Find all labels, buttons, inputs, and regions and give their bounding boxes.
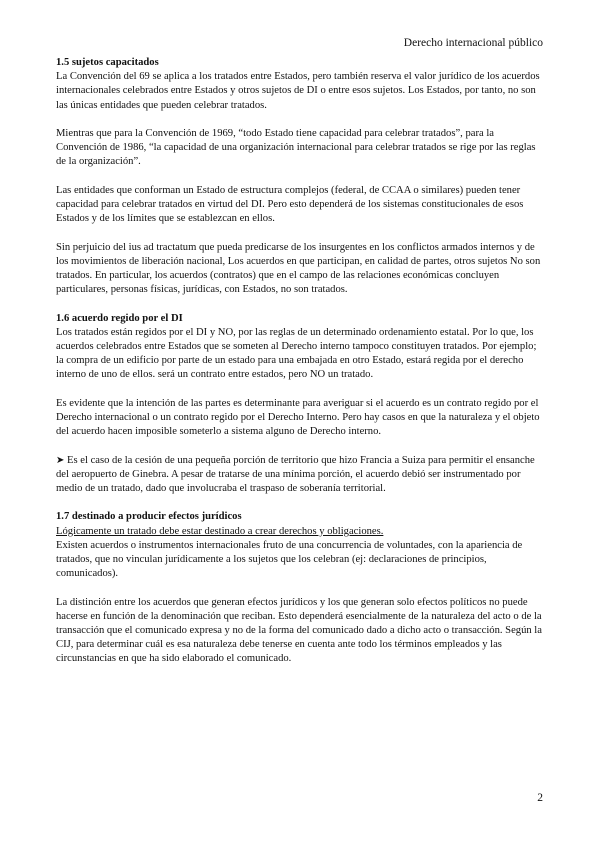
paragraph: La Convención del 69 se aplica a los tratados entre Estados, pero también reserva el valor jurídico de los acuerdos internacionales celebrados entre Estados y otros sujetos de DI o entre esos sujetos. Los Estados, por tanto, no son las únicas entidades que pueden celebrar tratados. xyxy=(56,71,540,111)
page-number: 2 xyxy=(537,792,543,804)
paragraph: Las entidades que conforman un Estado de estructura complejos (federal, de CCAA o similares) pueden tener capacidad para celebrar tratados en virtud del DI. Pero esto dependerá de los sistemas constitucionales de esos Estados y de los límites que se establezcan en ellos. xyxy=(56,184,524,225)
section-heading-1-6: 1.6 acuerdo regido por el DI xyxy=(56,312,183,324)
bullet-paragraph xyxy=(56,454,542,497)
paragraph: Mientras que para la Convención de 1969, “todo Estado tiene capacidad para celebrar tratados”, para la Convención de 1986, “la capacidad de una organización internacional para celebrar tratados se rige por las reglas de la organización”. xyxy=(56,128,536,168)
bullet-text: Es el caso de la cesión de una pequeña porción de territorio que hizo Francia a Suiza para permitir el ensanche del aeropuerto de Ginebra. A pesar de tratarse de una mínima porción, el acuerdo debió ser instrumentado por medio de un tratado, dado que involucraba el traspaso de soberanía territorial. xyxy=(56,454,535,494)
section-heading-1-7: 1.7 destinado a producir efectos jurídicos xyxy=(56,511,242,523)
section-heading-1-5: 1.5 sujetos capacitados xyxy=(56,57,159,68)
paragraph: La distinción entre los acuerdos que generan efectos jurídicos y los que generan solo efectos políticos no puede hacerse en función de la denominación que reciban. Esto dependerá esencialmente de la naturaleza del acto o de la transacción que el comunicado expresa y no de la forma del comunicado dado a dicho acto o transacción. Según la CIJ, para determinar cuál es esa naturaleza debe tenerse en cuenta ante todo los términos empleados y las circunstancias en que ha sido elaborado el comunicado. xyxy=(56,596,542,665)
underlined-sentence: Lógicamente un tratado debe estar destinado a crear derechos y obligaciones. xyxy=(56,525,384,537)
page-content xyxy=(56,56,542,667)
arrow-bullet-icon: ➤ xyxy=(56,454,65,466)
paragraph: Existen acuerdos o instrumentos internacionales fruto de una concurrencia de voluntades, con la apariencia de tratados, que no vinculan jurídicamente a los sujetos que los celebran (ej: declaraciones de principios, comunicados). xyxy=(56,539,523,580)
paragraph: Los tratados están regidos por el DI y NO, por las reglas de un determinado ordenamiento estatal. Por lo que, los acuerdos celebrados entre Estados que se someten al Derecho interno tampoco constituyen tratados. Por ejemplo; la compra de un edificio por parte de un estado para una embajada en otro Estado, estará regida por el derecho interno de uno de ellos. será un contrato entre estados, pero NO un tratado. xyxy=(56,326,537,381)
paragraph: Sin perjuicio del ius ad tractatum que pueda predicarse de los insurgentes en los conflictos armados internos y de los movimientos de liberación nacional, Los acuerdos en que participan, en calidad de partes, otros sujetos No son tratados. En particular, los acuerdos (contratos) que en el campo de las relaciones económicas concluyen particulares, personas físicas, jurídicas, con Estados, no son tratados. xyxy=(56,241,541,296)
paragraph: Es evidente que la intención de las partes es determinante para averiguar si el acuerdo es un contrato regido por el Derecho internacional o un contrato regido por el Derecho Interno. Pero hay casos en que la naturaleza y el objeto del acuerdo hacen imposible someterlo a sistema alguno de Derecho interno. xyxy=(56,397,540,438)
running-header: Derecho internacional público xyxy=(403,37,543,49)
